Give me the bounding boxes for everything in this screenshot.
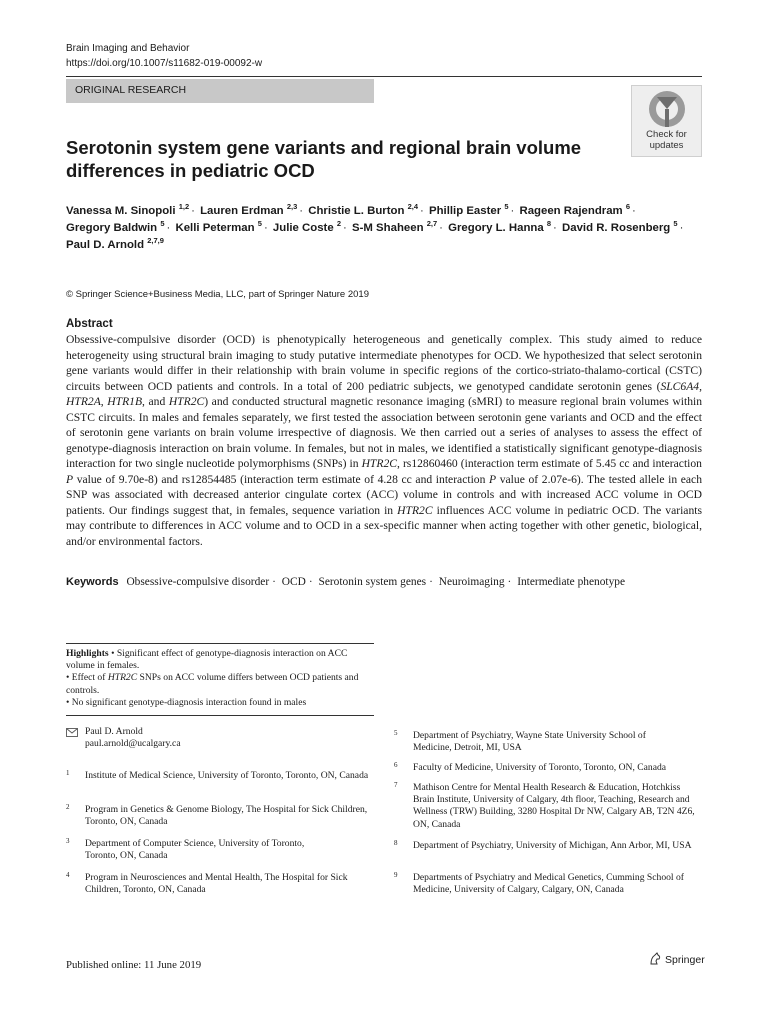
keywords-label: Keywords — [66, 576, 119, 588]
correspondence-name: Paul D. Arnold — [85, 726, 143, 737]
keywords: Keywords Obsessive-compulsive disorder · OCD · Serotonin system genes · Neuroimaging · Intermediate phenotype — [66, 576, 626, 588]
affiliation: 9 Departments of Psychiatry and Medical Genetics, Cumming School of Medicine, University of Calgary, Calgary, ON, Canada — [394, 871, 684, 896]
author[interactable]: Christie L. Burton $^{2,4}$ — [308, 202, 419, 217]
envelope-icon — [66, 728, 78, 737]
published-date: Published online: 11 June 2019 — [66, 959, 202, 971]
journal-header — [66, 41, 262, 71]
highlights-rule-top — [66, 643, 374, 644]
affiliation: 6 Faculty of Medicine, University of Toronto, Toronto, ON, Canada — [394, 761, 667, 773]
crossmark-label-2: updates — [649, 140, 684, 151]
publisher-name: Springer — [665, 954, 705, 966]
crossmark-label-1: Check for — [646, 129, 687, 140]
highlights-label: Highlights — [66, 648, 109, 659]
author[interactable]: Julie Coste $^2$ — [272, 219, 342, 234]
check-for-updates-badge[interactable] — [631, 85, 702, 157]
springer-horse-icon — [648, 952, 662, 966]
author[interactable]: Rageen Rajendram $^6$ — [519, 202, 631, 217]
author-list: Vanessa M. Sinopoli $^{1,2}$ · Lauren Erdman $^{2,3}$ · Christie L. Burton $^{2,4}$ · Phillip Easter $^5$ · Rageen Rajendram $^6$ · Gregory Baldwin $^5$ · Kelli Peterman $^5$ · Julie Coste $^2$ · S-M Shaheen $^{2,7}$ · Gregory L. Hanna $^8$ · David R. Rosenberg $^5$ · Paul D. Arnold $^{2,7,9}$ — [66, 202, 684, 251]
author[interactable]: S-M Shaheen $^{2,7}$ — [352, 219, 438, 234]
author[interactable]: David R. Rosenberg $^5$ — [562, 219, 678, 234]
affiliations-left — [66, 726, 374, 906]
abstract-heading: Abstract — [66, 318, 113, 330]
category-banner: ORIGINAL RESEARCH — [66, 79, 374, 103]
keyword[interactable]: Neuroimaging — [438, 576, 505, 588]
highlights-rule-bottom — [66, 715, 374, 716]
copyright-notice: © Springer Science+Business Media, LLC, part of Springer Nature 2019 — [66, 289, 369, 300]
keyword[interactable]: Serotonin system genes — [318, 576, 427, 588]
affiliation: 3 Department of Computer Science, University of Toronto, Toronto, ON, Canada — [66, 837, 305, 862]
author[interactable]: Lauren Erdman $^{2,3}$ — [200, 202, 298, 217]
doi-link[interactable]: https://doi.org/10.1007/s11682-019-00092-w — [66, 58, 263, 69]
journal-name: Brain Imaging and Behavior — [66, 43, 190, 54]
author[interactable]: Gregory L. Hanna $^8$ — [448, 219, 552, 234]
highlight-item: • No significant genotype-diagnosis interaction found in males — [66, 696, 307, 708]
correspondence-email[interactable]: paul.arnold@ucalgary.ca — [85, 738, 181, 750]
affiliation: 8 Department of Psychiatry, University of Michigan, Ann Arbor, MI, USA — [394, 839, 692, 851]
title-line-2: differences in pediatric OCD — [66, 160, 315, 181]
crossmark-icon — [647, 89, 687, 129]
affiliation: 5 Department of Psychiatry, Wayne State University School of Medicine, Detroit, MI, USA — [394, 729, 646, 754]
keyword[interactable]: Intermediate phenotype — [517, 576, 626, 588]
publisher-logo — [648, 952, 705, 966]
header-rule — [66, 76, 702, 77]
author[interactable]: Kelli Peterman $^5$ — [175, 219, 262, 234]
correspondence — [66, 726, 374, 754]
author[interactable]: Paul D. Arnold $^{2,7,9}$ — [66, 236, 164, 251]
author[interactable]: Vanessa M. Sinopoli $^{1,2}$ — [66, 202, 190, 217]
affiliation: 1 Institute of Medical Science, University of Toronto, Toronto, ON, Canada — [66, 769, 369, 781]
author[interactable]: Gregory Baldwin $^5$ — [66, 219, 165, 234]
keyword[interactable]: OCD — [281, 576, 306, 588]
affiliation: 4 Program in Neurosciences and Mental Health, The Hospital for Sick Children, Toronto, ON, Canada — [66, 871, 348, 896]
author[interactable]: Phillip Easter $^5$ — [429, 202, 509, 217]
highlight-item: • Effect of HTR2C SNPs on ACC volume differs between OCD patients and controls. — [66, 672, 359, 696]
title-line-1: Serotonin system gene variants and regional brain volume — [66, 137, 582, 158]
keyword[interactable]: Obsessive-compulsive disorder — [126, 576, 270, 588]
highlights-box — [66, 648, 374, 709]
highlight-item: • Significant effect of genotype-diagnosis interaction on ACC volume in females. — [66, 648, 348, 672]
article-title — [66, 136, 606, 182]
abstract-text: Obsessive-compulsive disorder (OCD) is phenotypically heterogeneous and genetically complex. This study aimed to reduce heterogeneity using structural brain imaging to study putative intermediate phenotypes for OCD. We hypothesized that select serotonin gene variants would differ in their relationship with brain volume in specific regions of the cortico-striato-thalamo-cortical (CSTC) circuits between OCD patients and controls. In a total of 200 pediatric subjects, we genotyped candidate serotonin genes (SLC6A4, HTR2A, HTR1B, and HTR2C) and conducted structural magnetic resonance imaging (sMRI) to measure regional brain volumes within CSTC circuits. In males and females separately, we first tested the association between serotonin gene variants and OCD and the effect of serotonin gene variants on brain volume irrespective of diagnosis. We then carried out a series of analyses to assess the effect of genotype-diagnosis interaction on brain volume. In females, but not in males, we identified a statistically significant genotype-diagnosis interaction for two single nucleotide polymorphisms (SNPs) in HTR2C, rs12860460 (interaction term estimate of 5.45 cc and interaction P value of 9.70e-8) and rs12854485 (interaction term estimate of 4.28 cc and interaction P value of 2.07e-6). The tested allele in each SNP was associated with decreased anterior cingulate cortex (ACC) volume in controls and with increased ACC volume in OCD patients. Our findings suggest that, in females, sequence variation in HTR2C influences ACC volume in pediatric OCD. The variants may contribute to differences in ACC volume and to OCD in a sex-specific manner when acting together with other genetic, biological, and/or environmental factors. — [66, 333, 703, 548]
affiliations-right — [394, 726, 704, 906]
affiliation: 7 Mathison Centre for Mental Health Research & Education, Hotchkiss Brain Institute, University of Calgary, 4th floor, Teaching, Research and Wellness (TRW) Building, 3280 Hospital Dr NW, Calgary AB, T2N 4Z6, ON, Canada — [394, 781, 695, 830]
affiliation: 2 Program in Genetics & Genome Biology, The Hospital for Sick Children, Toronto, ON, Canada — [66, 803, 368, 828]
